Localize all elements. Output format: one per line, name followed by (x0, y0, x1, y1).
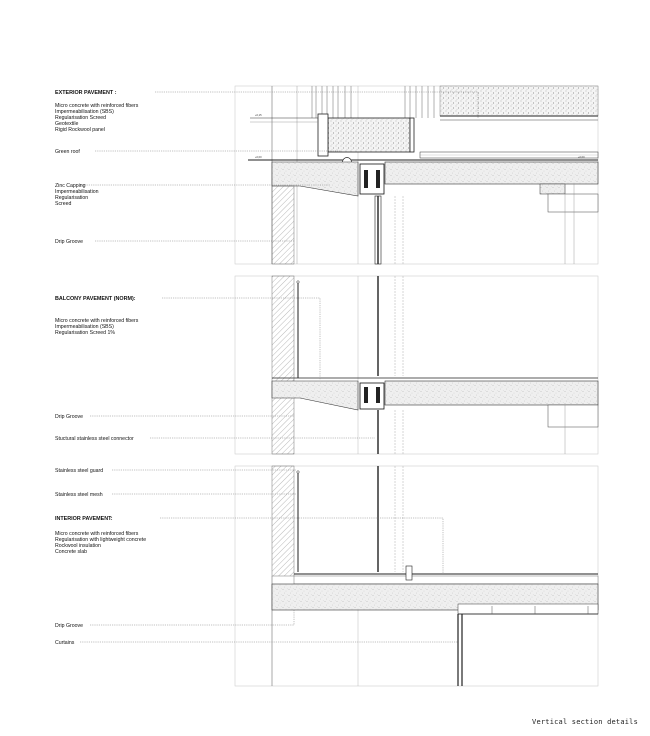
layer-label: Geotextile (55, 121, 79, 127)
section-heading: EXTERIOR PAVEMENT : (55, 90, 117, 96)
callout-label: Stainless steel guard (55, 468, 104, 474)
panel-interior (235, 466, 598, 686)
callout-label: Impermeabilisation (55, 189, 99, 195)
layer-label: Rigid Rockwool panel (55, 127, 105, 133)
level-marker: +0,00 (578, 156, 585, 159)
layer-label: Impermeabilisation (SBS) (55, 109, 114, 115)
section-heading: BALCONY PAVEMENT (NORM): (55, 296, 136, 302)
callout-label: Drip Groove (55, 623, 83, 629)
level-marker: +0,00 (255, 156, 262, 159)
callout-label: Green roof (55, 149, 80, 155)
labels-balcony (55, 296, 139, 442)
callout-label: Stainless steel mesh (55, 492, 103, 498)
callout-label: Curtains (55, 640, 75, 646)
layer-label: Regularisation Screed 1% (55, 330, 115, 336)
callout-label: Screed (55, 201, 72, 207)
callout-label: Zinc Capping (55, 183, 86, 189)
panel-balcony (235, 276, 598, 454)
labels-interior (55, 468, 146, 646)
layer-label: Micro concrete with reinforced fibers (55, 318, 139, 324)
level-marker: +0,15 (255, 114, 262, 117)
layer-label: Micro concrete with reinforced fibers (55, 531, 139, 537)
callout-label: Regularisation (55, 195, 89, 201)
drawing-caption: Vertical section details (532, 718, 638, 726)
layer-label: Impermeabilisation (SBS) (55, 324, 114, 330)
panel-exterior (235, 86, 598, 264)
layer-label: Rockwool insulation (55, 543, 101, 549)
callout-label: Drip Groove (55, 239, 83, 245)
labels-exterior (55, 90, 139, 245)
callout-label: Drip Groove (55, 414, 83, 420)
section-heading: INTERIOR PAVEMENT: (55, 516, 113, 522)
layer-label: Regularisation Screed (55, 115, 107, 121)
layer-label: Concrete slab (55, 549, 88, 555)
callout-label: Stuctural stainless steel connector (55, 436, 134, 442)
layer-label: Micro concrete with reinforced fibers (55, 103, 139, 109)
layer-label: Regularisation with lightweight concrete (55, 537, 147, 543)
